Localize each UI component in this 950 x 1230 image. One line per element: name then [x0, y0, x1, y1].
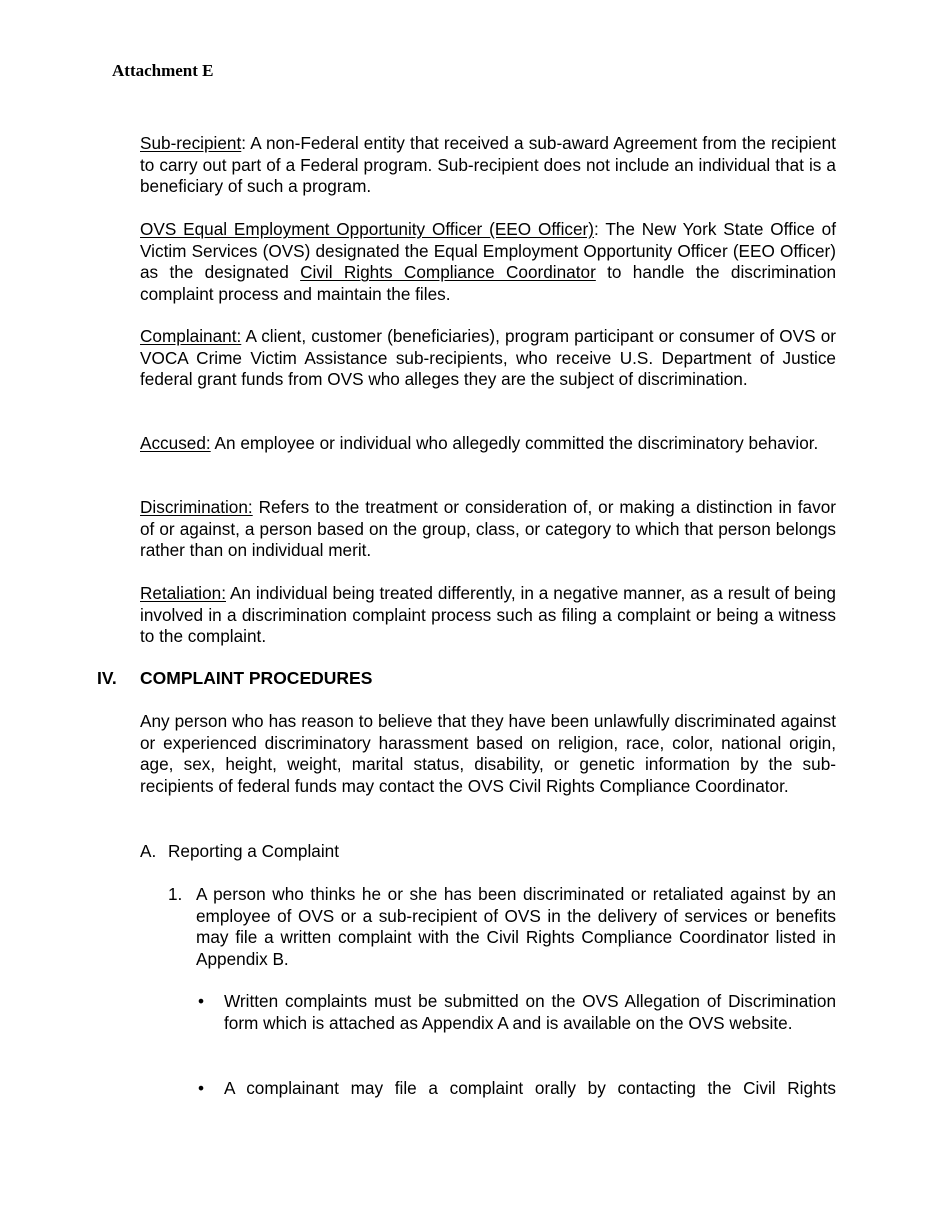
definition-retaliation: [140, 583, 836, 648]
definition-text: The New York State Office of Victim Services (OVS) designated the Equal Employment Opportunity Officer (EEO Officer) as the designated: [140, 219, 836, 283]
definition-accused: [140, 433, 836, 455]
definition-text-cont: to handle the discrimination complaint process and maintain the files.: [140, 262, 837, 304]
bullet-item: [196, 991, 836, 1034]
definition-term: Sub-recipient: [140, 133, 242, 153]
definition-text: Refers to the treatment or consideration of, or making a distinction in favor of or against, a person based on the group, class, or category to which that person belongs rather than on individual merit.: [140, 497, 836, 561]
definition-term: Complainant:: [140, 326, 242, 346]
item-text: A person who thinks he or she has been discriminated or retaliated against by an employee of OVS or a sub-recipient of OVS in the delivery of services or benefits may file a written complaint with the Civil Rights Compliance Coordinator listed in Appendix B.: [196, 884, 836, 969]
bullet-icon: •: [198, 991, 205, 1011]
definition-complainant: [140, 326, 836, 391]
section-heading: [97, 668, 372, 689]
subsection-heading: [140, 841, 339, 862]
definition-term: OVS Equal Employment Opportunity Officer (EEO Officer): [140, 219, 594, 239]
definition-text: An individual being treated differently, in a negative manner, as a result of being involved in a discrimination complaint process such as filing a complaint or being a witness to the complaint.: [140, 583, 836, 647]
definition-text: A client, customer (beneficiaries), program participant or consumer of OVS or VOCA Crime Victim Assistance sub-recipients, who receive U.S. Department of Justice federal grant funds from OVS who alleges they are the subject of discrimination.: [140, 326, 837, 390]
subsection-letter: A.: [140, 841, 157, 861]
numbered-item: [168, 884, 836, 970]
item-number: 1.: [168, 884, 183, 904]
definition-term: Retaliation:: [140, 583, 226, 603]
bullet-icon: •: [198, 1078, 205, 1098]
definition-text: A non-Federal entity that received a sub-award Agreement from the recipient to carry out part of a Federal program. Sub-recipient does not include an individual that is a beneficiary of such a program.: [140, 133, 836, 197]
bullet-text: A complainant may file a complaint orally by contacting the Civil Rights: [224, 1078, 836, 1098]
section-title: COMPLAINT PROCEDURES: [140, 668, 373, 688]
definition-eeo-officer: OVS Equal Employment Opportunity Officer (EEO Officer): The New York State Office of Victim Services (OVS) designated the Equal Employment Opportunity Officer (EEO Officer) as the designated Civil Rights Compliance Coordinator to handle the discrimination complaint process and maintain the files.: [140, 219, 837, 304]
definition-text: An employee or individual who allegedly committed the discriminatory behavior.: [214, 433, 819, 453]
bullet-item: [196, 1078, 836, 1100]
complaint-procedures-intro: Any person who has reason to believe that they have been unlawfully discriminated against or experienced discriminatory harassment based on religion, race, color, national origin, age, sex, height, weight, marital status, disability, or genetic information by the sub-recipients of federal funds may contact the OVS Civil Rights Compliance Coordinator.: [140, 711, 836, 796]
definition-term: Accused:: [140, 433, 211, 453]
attachment-header: Attachment E: [112, 61, 214, 80]
bullet-text: Written complaints must be submitted on the OVS Allegation of Discrimination form which is attached as Appendix A and is available on the OVS website.: [224, 991, 836, 1033]
section-number: IV.: [97, 668, 117, 688]
definition-discrimination: [140, 497, 836, 562]
civil-rights-coordinator-term: Civil Rights Compliance Coordinator: [300, 262, 596, 283]
definition-term: Discrimination:: [140, 497, 253, 517]
subsection-title: Reporting a Complaint: [168, 841, 340, 861]
definition-sub-recipient: Sub-recipient: A non-Federal entity that received a sub-award Agreement from the recipient to carry out part of a Federal program. Sub-recipient does not include an individual that is a beneficiary of such a program.: [140, 133, 836, 197]
